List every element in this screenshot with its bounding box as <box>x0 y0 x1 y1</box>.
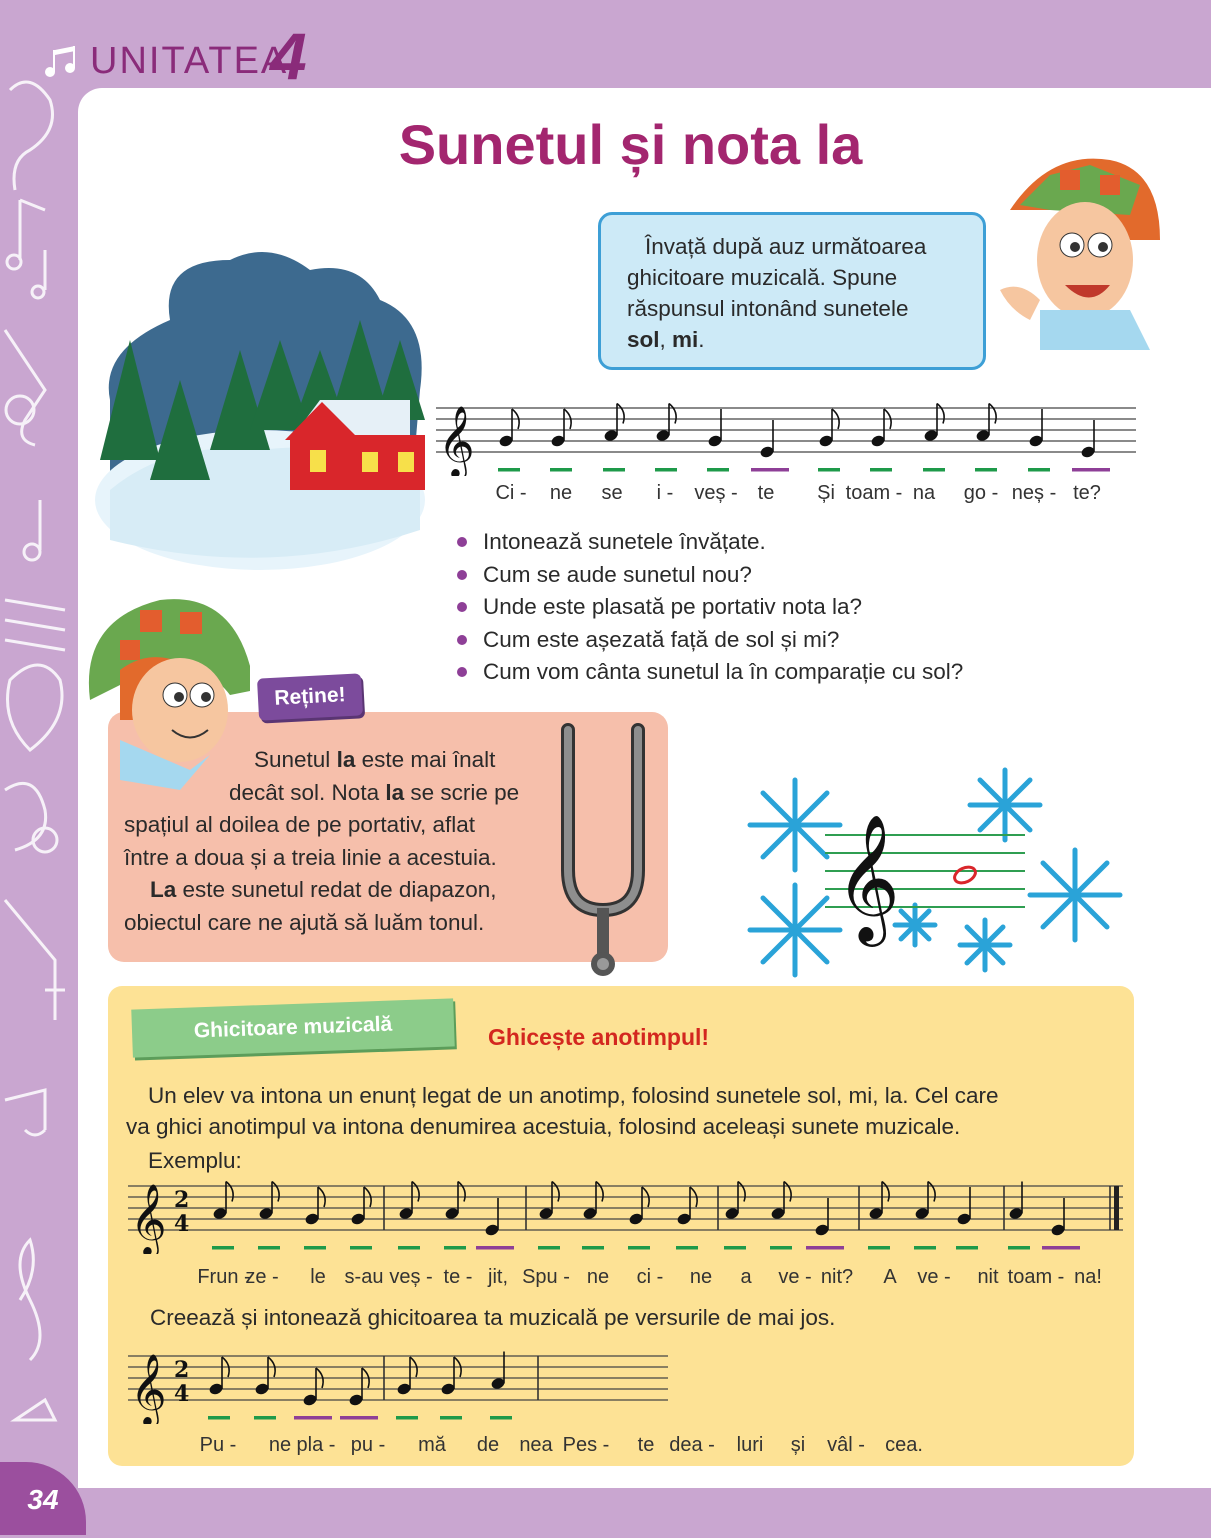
note-sol <box>1028 409 1044 448</box>
lyric-syllable: s-au <box>344 1266 384 1288</box>
lyric-syllable: cea. <box>885 1434 923 1456</box>
lyric-syllable: ci - <box>636 1266 664 1288</box>
note-sol <box>498 409 519 448</box>
note-mi <box>1080 420 1096 459</box>
bottom-frame <box>0 1490 1211 1535</box>
questions-list <box>455 526 963 689</box>
note-marker <box>294 1416 332 1420</box>
song1-lyrics <box>436 482 1136 508</box>
note-marker <box>398 1246 420 1250</box>
tuning-fork-icon <box>550 720 670 985</box>
music-doodles-icon <box>0 0 80 1460</box>
question-item: Cum vom cânta sunetul la în comparație cu sol? <box>455 656 963 689</box>
lyric-syllable: ve - <box>778 1266 812 1288</box>
note-mi <box>484 1198 500 1237</box>
lyric-syllable: Frun - <box>197 1266 251 1288</box>
note-la <box>975 404 996 443</box>
page-number: 34 <box>0 1462 86 1535</box>
note-sol <box>956 1187 972 1226</box>
lyric-syllable: nit? <box>820 1266 854 1288</box>
note-sol <box>870 409 891 448</box>
retine-t7: este sunetul redat de diapazon, <box>176 877 497 902</box>
note-marker <box>550 468 572 472</box>
note-marker <box>818 468 840 472</box>
note-mi <box>1050 1198 1066 1237</box>
lyric-syllable: na <box>912 482 936 504</box>
lyric-syllable: de <box>476 1434 500 1456</box>
lyric-syllable: ve - <box>917 1266 951 1288</box>
lyric-syllable: veș - <box>389 1266 433 1288</box>
note-la <box>724 1182 745 1221</box>
lyric-syllable: se <box>601 482 623 504</box>
note-mi <box>814 1198 830 1237</box>
note-marker <box>258 1246 280 1250</box>
ghicitoare-p1: Un elev va intona un enunț legat de un anotimp, folosind sunetele sol, mi, la. Cel care <box>148 1083 999 1108</box>
lyric-syllable: te <box>757 482 775 504</box>
note-marker <box>724 1246 746 1250</box>
bubble-line1: Învață după auz următoarea <box>645 234 927 259</box>
ghicitoare-p2: va ghici anotimpul va intona denumirea acestuia, folosind aceleași sunete muzicale. <box>126 1114 961 1139</box>
note-marker <box>655 468 677 472</box>
note-marker <box>707 468 729 472</box>
retine-b1: la <box>336 747 356 772</box>
lyric-syllable: Ci - <box>495 482 527 504</box>
note-sol <box>707 409 723 448</box>
create-text: Creează și intonează ghicitoarea ta muzicală pe versurile de mai jos. <box>150 1305 836 1330</box>
note-marker <box>498 468 520 472</box>
lyric-syllable: te - <box>443 1266 473 1288</box>
note-sol <box>396 1357 417 1396</box>
note-marker <box>628 1246 650 1250</box>
lyric-syllable: Spu - <box>522 1266 570 1288</box>
song3-lyrics <box>128 1434 948 1460</box>
staff-song2 <box>128 1174 1123 1254</box>
note-marker <box>582 1246 604 1250</box>
note-sol <box>304 1187 325 1226</box>
note-marker <box>868 1246 890 1250</box>
lyric-syllable: te <box>637 1434 655 1456</box>
lyric-syllable: Pu - <box>199 1434 237 1456</box>
note-la <box>655 404 676 443</box>
bubble-line4 <box>621 324 969 355</box>
lyric-syllable: vâl - <box>827 1434 865 1456</box>
lyric-syllable: Pes - <box>562 1434 610 1456</box>
note-la <box>444 1182 465 1221</box>
note-la <box>1008 1182 1024 1221</box>
staff-song3 <box>128 1344 673 1424</box>
bubble-end: . <box>698 327 705 352</box>
note-marker <box>340 1416 378 1420</box>
question-item: Cum este așezată față de sol și mi? <box>455 624 963 657</box>
question-item: Intonează sunetele învățate. <box>455 526 963 559</box>
lyric-syllable: pla - <box>296 1434 336 1456</box>
boy-character-illustration <box>1000 150 1170 360</box>
lyric-syllable: luri <box>736 1434 764 1456</box>
question-item: Unde este plasată pe portativ nota la? <box>455 591 963 624</box>
ghicitoare-title: Ghicește anotimpul! <box>488 1024 710 1050</box>
lyric-syllable: te? <box>1073 482 1101 504</box>
note-marker <box>304 1246 326 1250</box>
bubble-line3: răspunsul intonând sunetele <box>627 296 909 321</box>
note-la <box>582 1182 603 1221</box>
lyric-syllable: a <box>740 1266 752 1288</box>
bubble-separator: , <box>659 327 673 352</box>
lyric-syllable: dea - <box>669 1434 715 1456</box>
lyric-syllable: toam - <box>845 482 903 504</box>
note-marker <box>870 468 892 472</box>
note-la <box>398 1182 419 1221</box>
winter-house-illustration <box>90 240 430 580</box>
note-marker <box>208 1416 230 1420</box>
retine-tag: Reține! <box>257 673 363 720</box>
page-title: Sunetul și nota la <box>398 113 863 176</box>
retine-b3: La <box>150 877 177 902</box>
note-sol <box>440 1357 461 1396</box>
note-marker <box>770 1246 792 1250</box>
note-la <box>868 1182 889 1221</box>
note-la <box>914 1182 935 1221</box>
instruction-bubble <box>598 212 986 370</box>
side-frame <box>0 0 80 1535</box>
retine-b2: la <box>385 779 405 805</box>
note-sol: sol <box>627 327 660 352</box>
note-marker <box>212 1246 234 1250</box>
treble-clef-icon: 𝄞 <box>130 1352 167 1424</box>
lyric-syllable: nit <box>977 1266 999 1288</box>
note-marker <box>1028 468 1050 472</box>
note-marker <box>254 1416 276 1420</box>
song2-lyrics <box>128 1266 1123 1292</box>
note-la <box>603 404 624 443</box>
retine-t6: între a doua și a treia linie a acestuia. <box>124 844 497 870</box>
retine-t4: se scrie pe <box>404 779 520 805</box>
unit-label: UNITATEA <box>90 40 289 82</box>
question-item: Cum se aude sunetul nou? <box>455 559 963 592</box>
note-mi <box>348 1368 369 1407</box>
note-sol <box>628 1187 649 1226</box>
lyric-syllable: jit, <box>488 1266 508 1288</box>
note-marker <box>476 1246 514 1250</box>
note-sol <box>550 409 571 448</box>
note-marker <box>440 1416 462 1420</box>
note-la <box>770 1182 791 1221</box>
note-sol <box>818 409 839 448</box>
retine-t8: obiectul care ne ajută să luăm tonul. <box>124 909 485 935</box>
note-sol <box>350 1187 371 1226</box>
lyric-syllable: neș - <box>1011 482 1057 504</box>
lyric-syllable: ne <box>586 1266 610 1288</box>
lyric-syllable: na! <box>1074 1266 1102 1288</box>
note-marker <box>1008 1246 1030 1250</box>
lyric-syllable: go - <box>963 482 999 504</box>
svg-text:𝄞: 𝄞 <box>835 813 901 941</box>
example-label: Exemplu: <box>148 1148 242 1173</box>
lyric-syllable: le <box>310 1266 326 1288</box>
lyric-syllable: ne <box>268 1434 292 1456</box>
note-marker <box>603 468 625 472</box>
retine-t3: decât sol. Nota <box>229 779 386 805</box>
note-mi: mi <box>672 327 699 352</box>
lyric-syllable: A <box>883 1266 897 1288</box>
treble-clef-snowflakes-illustration <box>735 765 1130 980</box>
lyric-syllable: ne <box>689 1266 713 1288</box>
note-la <box>923 404 944 443</box>
lyric-syllable: Și <box>817 482 835 504</box>
note-la <box>538 1182 559 1221</box>
note-marker <box>975 468 997 472</box>
note-marker <box>806 1246 844 1250</box>
treble-clef-icon: 𝄞 <box>438 404 475 476</box>
lyric-syllable: toam - <box>1007 1266 1065 1288</box>
final-bar-thick <box>1114 1186 1119 1230</box>
note-marker <box>676 1246 698 1250</box>
note-marker <box>350 1246 372 1250</box>
note-marker <box>751 468 789 472</box>
note-marker <box>956 1246 978 1250</box>
time-signature-top: 2 <box>174 1187 190 1213</box>
lyric-syllable: ne <box>549 482 573 504</box>
time-signature-bottom: 4 <box>174 1211 190 1237</box>
lyric-syllable: ze - <box>245 1266 279 1288</box>
retine-t5: spațiul al doilea de pe portativ, aflat <box>124 812 476 837</box>
time-signature-top: 2 <box>174 1357 190 1383</box>
note-la <box>490 1352 506 1391</box>
note-marker <box>490 1416 512 1420</box>
note-mi <box>302 1368 323 1407</box>
note-sol <box>208 1357 229 1396</box>
bubble-line2: ghicitoare muzicală. Spune <box>627 265 898 290</box>
note-sol <box>254 1357 275 1396</box>
note-marker <box>914 1246 936 1250</box>
note-marker <box>396 1416 418 1420</box>
retine-t1: Sunetul <box>254 747 337 772</box>
retine-text <box>124 744 564 939</box>
ghicitoare-tag: Ghicitoare muzicală <box>131 998 454 1057</box>
note-marker <box>444 1246 466 1250</box>
music-notes-icon <box>42 40 90 80</box>
treble-clef-icon: 𝄞 <box>130 1182 167 1254</box>
lyric-syllable: și <box>790 1434 806 1456</box>
note-marker <box>923 468 945 472</box>
note-marker <box>1072 468 1110 472</box>
note-mi <box>759 420 775 459</box>
lyric-syllable: veș - <box>694 482 738 504</box>
note-la <box>258 1182 279 1221</box>
staff-song1 <box>436 396 1136 476</box>
lyric-syllable: nea <box>519 1434 553 1456</box>
unit-number: 4 <box>270 19 307 93</box>
retine-t2: este mai înalt <box>355 747 496 772</box>
note-marker <box>538 1246 560 1250</box>
note-marker <box>1042 1246 1080 1250</box>
note-la <box>212 1182 233 1221</box>
lyric-syllable: i - <box>656 482 674 504</box>
lyric-syllable: pu - <box>350 1434 386 1456</box>
lyric-syllable: mă <box>418 1434 446 1456</box>
time-signature-bottom: 4 <box>174 1381 190 1407</box>
note-sol <box>676 1187 697 1226</box>
